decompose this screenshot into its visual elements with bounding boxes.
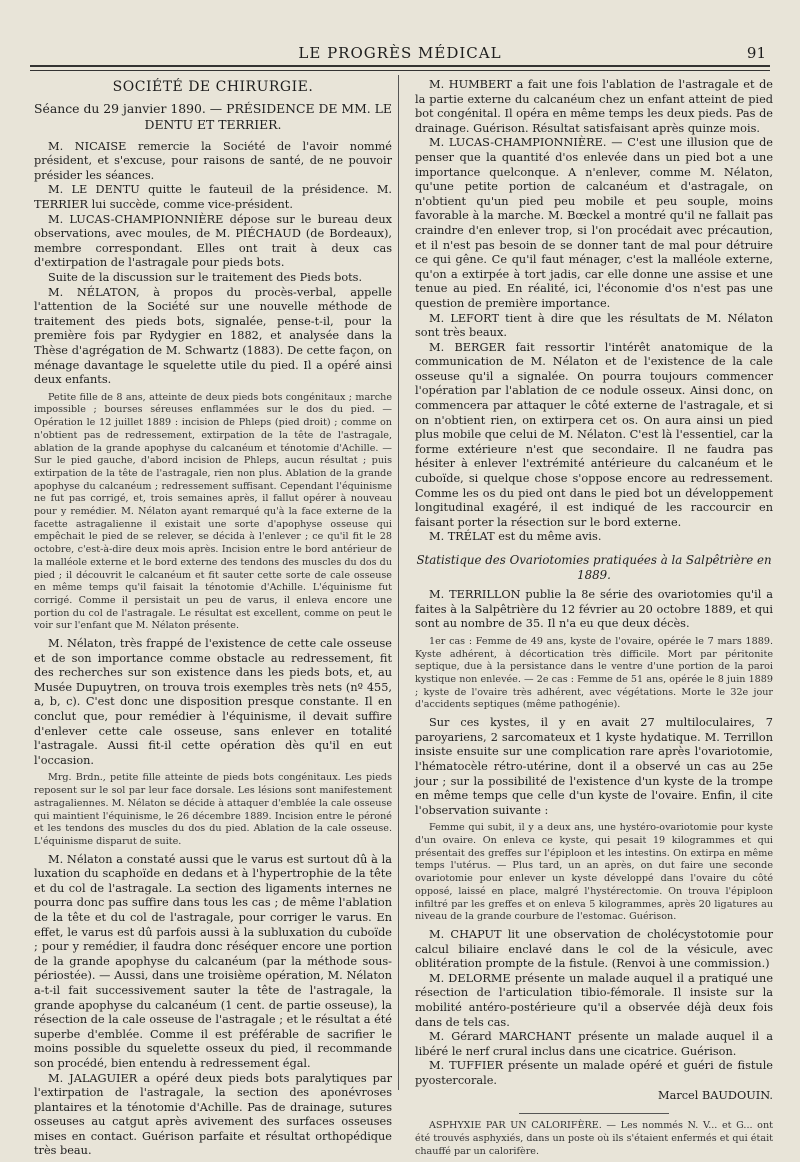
paragraph: M. HUMBERT a fait une fois l'ablation de l'astragale et de la partie externe du calcanéum chez un enfant atteint de pied bot congénital. Il opéra en même temps les deux pieds. Pas de drainage. Guérison. Résultat satisfaisant après quinze mois. <box>415 78 773 135</box>
section-heading: SOCIÉTÉ DE CHIRURGIE. <box>112 79 314 95</box>
case-note: ASPHYXIE PAR UN CALORIFÈRE. — Les nommés N. V... et G... ont été trouvés asphyxiés, dans un poste où ils s'étaient enfermés et qui était chauffé par un calorifère. <box>415 1120 773 1157</box>
section-rule <box>519 1113 669 1114</box>
paragraph: Suite de la discussion sur le traitement des Pieds bots. <box>48 270 363 284</box>
paragraph: M. Gérard MARCHANT présente un malade auquel il a libéré le nerf crural inclus dans une cicatrice. Guérison. <box>415 1030 773 1058</box>
paragraph: M. LE DENTU quitte le fauteuil de la présidence. M. TERRIER lui succède, comme vice-président. <box>34 183 392 211</box>
paragraph: M. TERRILLON publie la 8e série des ovariotomies qu'il a faites à la Salpêtrière du 12 février au 20 octobre 1889, et qui sont au nombre de 35. Il n'a eu que deux décès. <box>415 588 773 631</box>
paragraph: M. NÉLATON, à propos du procès-verbal, appelle l'attention de la Société sur une nouvelle méthode de traitement des pieds bots, signalée, pense-t-il, pour la première fois par Rydygier en 1882, et analysée dans la Thèse d'agrégation de M. Schwartz (1883). De cette façon, on ménage davantage le squelette utile du pied. Il a opéré ainsi deux enfants. <box>34 285 392 387</box>
running-header <box>30 44 770 64</box>
case-note: Petite fille de 8 ans, atteinte de deux pieds bots congénitaux ; marche impossible ; bourses séreuses enflammées sur le dos du pied. — Opération le 12 juillet 1889 : incision de Phleps (pied droit) ; comme on n'obtient pas de redressement, extirpation de la tête de l'astragale, ablation de la grande apophyse du calcanéum et ténotomie d'Achille. — Sur le pied gauche, d'abord incision de Phleps, aucun résultat ; puis extirpation de la tête de l'astragale, rien non plus. Ablation de la grande apophyse du calcanéum ; redressement suffisant. Cependant l'équinisme ne fut pas corrigé, et, trois semaines après, il fallut opérer à nouveau pour y remédier. M. Nélaton ayant remarqué qu'à la face externe de la facette astragalienne il existait une sorte d'apophyse osseuse qui empêchait le pied de se relever, se décida à l'enlever ; ce qu'il fit le 28 octobre, c'est-à-dire deux mois après. Incision entre le bord antérieur de la malléole externe et le bord externe des tendons des muscles du dos du pied ; il découvrit le calcanéum et fit sauter cette sorte de cale osseuse en même temps qu'il faisait la ténotomie d'Achille. L'équinisme fut corrigé. Comme il persistait un peu de varus, il enleva encore une portion du col de l'astragale. Le résultat est excellent, comme on peut le voir sur l'enfant que M. Nélaton présente. <box>34 391 392 632</box>
paragraph: M. NICAISE remercie la Société de l'avoir nommé président, et s'excuse, pour raisons de santé, de ne pouvoir présider les séances. <box>34 139 392 182</box>
paragraph: M. LUCAS-CHAMPIONNIÈRE. — C'est une illusion que de penser que la quantité d'os enlevée dans un pied bot a une importance quelconque. A n'enlever, comme M. Nélaton, qu'une petite portion de calcanéum et d'astragale, on n'obtient qu'un pied peu mobile et peu souple, moins favorable à la marche. M. Bœckel a montré qu'il ne fallait pas craindre d'en enlever trop, si l'on procédait avec précaution, et il n'est pas besoin de se donner tant de mal pour détruire ce qui gêne. Ce qu'il faut ménager, c'est la malléole externe, qu'on a extirpée à tort jadis, car elle donne une assise et une tenue au pied. En réalité, ici, l'économie d'os n'est pas une question de première importance. <box>415 136 773 310</box>
page-number: 91 <box>746 44 766 62</box>
journal-title: LE PROGRÈS MÉDICAL <box>298 44 502 62</box>
paragraph: M. TRÉLAT est du même avis. <box>429 530 602 544</box>
section-title: Statistique des Ovariotomies pratiquées à la Salpêtrière en 1889. <box>416 553 772 582</box>
paragraph: M. TUFFIER présente un malade opéré et guéri de fistule pyostercorale. <box>415 1059 773 1087</box>
header-rule-thin <box>30 70 770 71</box>
paragraph: M. LUCAS-CHAMPIONNIÈRE dépose sur le bureau deux observations, avec moules, de M. PIÉCHAUD (de Bordeaux), membre correspondant. Elles ont trait à deux cas d'extirpation de l'astragale pour pieds bots. <box>34 212 392 270</box>
paragraph: M. JALAGUIER a opéré deux pieds bots paralytiques par l'extirpation de l'astragale, la section des aponévroses plantaires et la ténotomie d'Achille. Pas de drainage, sutures osseuses au catgut après avivement des surfaces osseuses mises en contact. Guérison parfaite et résultat orthopédique très beau. <box>34 1071 392 1158</box>
session-subheading: Séance du 29 janvier 1890. — PRÉSIDENCE DE MM. LE DENTU ET TERRIER. <box>34 100 392 132</box>
paragraph: M. DELORME présente un malade auquel il a pratiqué une résection de l'articulation tibio-fémorale. Il insiste sur la mobilité antéro-postérieure qu'il a observée déjà deux fois dans de tels cas. <box>415 971 773 1029</box>
left-column <box>34 78 392 1159</box>
paragraph: M. BERGER fait ressortir l'intérêt anatomique de la communication de M. Nélaton et de l'existence de la cale osseuse qu'il a signalée. On pourra toujours commencer l'opération par l'ablation de ce nodule osseux. Ainsi donc, on commencera par attaquer le côté externe de l'astragale, et si on n'obtient rien, on extirpera cet os. On aura ainsi un pied plus mobile que celui de M. Nélaton. C'est là l'essentiel, car la forme extérieure n'est que secondaire. Il ne faudra pas hésiter à enlever l'extrémité antérieure du calcanéum et le cuboïde, si quelque chose s'oppose encore au redressement. Comme les os du pied ont dans le pied bot un développement longitudinal exagéré, il est indiqué de les raccourcir en faisant porter la résection sur le bord externe. <box>415 340 773 529</box>
header-rule-thick <box>30 65 770 67</box>
author-signature: Marcel BAUDOUIN. <box>658 1088 773 1102</box>
case-note: Femme qui subit, il y a deux ans, une hystéro-ovariotomie pour kyste d'un ovaire. On enleva ce kyste, qui pesait 19 kilogrammes et qui présentait des greffes sur l'épiploon et les intestins. On extirpa en même temps l'utérus. — Plus tard, un an après, on dut faire une seconde ovariotomie pour enlever un kyste développé dans l'ovaire du côté opposé, laissé en place, malgré l'hystérectomie. On trouva l'épiploon infiltré par les greffes et on enleva 5 kilogrammes, après 20 ligatures au niveau de la grande courbure de l'estomac. Guérison. <box>415 822 773 923</box>
paragraph: M. CHAPUT lit une observation de cholécystotomie pour calcul biliaire enclavé dans le col de la vésicule, avec oblitération prompte de la fistule. (Renvoi à une commission.) <box>415 927 773 971</box>
case-note: 1er cas : Femme de 49 ans, kyste de l'ovaire, opérée le 7 mars 1889. Kyste adhérent, à décortication très difficile. Mort par péritonite septique, due à la persistance dans le ventre d'une portion de la paroi kystique non enlevée. — 2e cas : Femme de 51 ans, opérée le 8 juin 1889 ; kyste de l'ovaire très adhérent, avec végétations. Morte le 32e jour d'accidents septiques (même pathogénie). <box>415 635 773 711</box>
column-divider <box>398 75 399 1090</box>
right-column <box>415 78 773 1162</box>
case-note: Mrg. Brdn., petite fille atteinte de pieds bots congénitaux. Les pieds reposent sur le sol par leur face dorsale. Les lésions sont manifestement astragaliennes. M. Nélaton se décide à attaquer d'emblée la cale osseuse qui maintient l'équinisme, le 26 décembre 1889. Incision entre le péroné et les tendons des muscles du dos du pied. Ablation de la cale osseuse. L'équinisme disparut de suite. <box>34 772 392 847</box>
paragraph: M. LEFORT tient à dire que les résultats de M. Nélaton sont très beaux. <box>415 311 773 340</box>
paragraph: M. Nélaton a constaté aussi que le varus est surtout dû à la luxation du scaphoïde en dedans et à l'hypertrophie de la tête et du col de l'astragale. La section des ligaments internes ne pourra donc pas suffire dans tous les cas ; de même l'ablation de la tête et du col de l'astragale, pour corriger le varus. En effet, le varus est dû parfois aussi à la subluxation du cuboïde ; pour y remédier, il faudra donc réséquer encore une portion de la grande apophyse du calcanéum (par la méthode sous-périostée). — Aussi, dans une troisième opération, M. Nélaton a-t-il fait successivement sauter la tête de l'astragale, la grande apophyse du calcanéum (1 cent. de partie osseuse), la résection de la cale osseuse de l'astragale ; et le résultat a été superbe d'emblée. Comme il est préférable de sacrifier le moins possible du squelette osseux du pied, il recommande son procédé, bien entendu à redressement égal. <box>34 852 392 1070</box>
paragraph: Sur ces kystes, il y en avait 27 multiloculaires, 7 paroyariens, 2 sarcomateux et 1 kyste hydatique. M. Terrillon insiste ensuite sur une complication rare après l'ovariotomie, l'hématocèle rétro-utérine, dont il a observé un cas au 25e jour ; sur la possibilité de l'existence d'un kyste de la trompe en même temps que celle d'un kyste de l'ovaire. Enfin, il cite l'observation suivante : <box>415 716 773 817</box>
paragraph: M. Nélaton, très frappé de l'existence de cette cale osseuse et de son importance comme obstacle au redressement, fit des recherches sur son existence dans les pieds bots, et, au Musée Dupuytren, on trouva trois exemples très nets (nº 455, a, b, c). C'est donc une disposition presque constante. Il en conclut que, pour remédier à l'équinisme, il devait suffire d'enlever cette cale osseuse, sans enlever en totalité l'astragale. Aussi fit-il cette opération dès qu'il en eut l'occasion. <box>34 637 392 767</box>
